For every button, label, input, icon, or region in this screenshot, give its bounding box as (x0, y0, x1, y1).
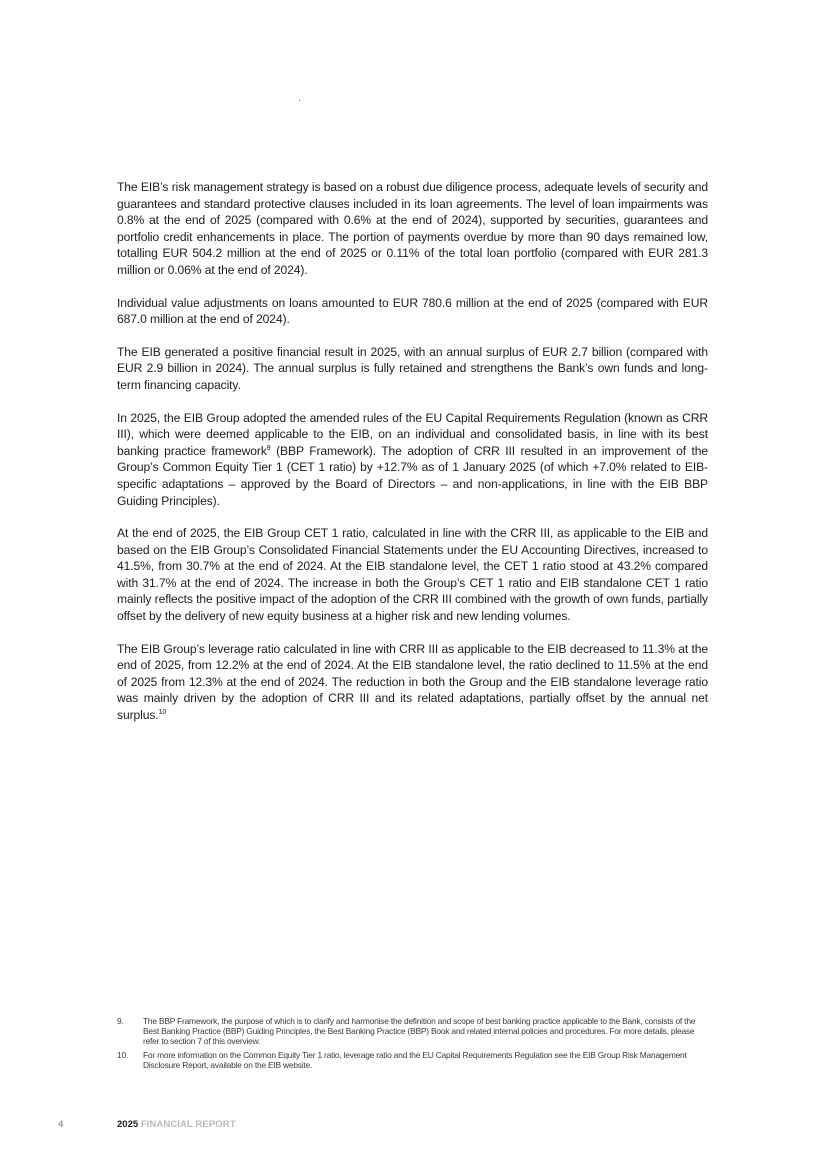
report-year: 2025 (117, 1119, 139, 1130)
footnote-text: For more information on the Common Equity Tier 1 ratio, leverage ratio and the EU Capital Requirements Regulation see the EIB Group Risk Management Disclosure Report, available on the EIB website. (143, 1050, 687, 1070)
paragraph-cet1-ratio: At the end of 2025, the EIB Group CET 1 ratio, calculated in line with the CRR III, as applicable to the EIB and based on the EIB Group’s Consolidated Financial Statements under the EU Accounting Directives, increased to 41.5%, from 30.7% at the end of 2024. At the EIB standalone level, the CET 1 ratio stood at 43.2% compared with 31.7% at the end of 2024. The increase in both the Group’s CET 1 ratio and EIB standalone CET 1 ratio mainly reflects the positive impact of the adoption of the CRR III combined with the growth of own funds, partially offset by the delivery of new equity business at a higher risk and new lending volumes. (117, 526, 708, 624)
footnote-ref-10[interactable]: 10 (158, 709, 167, 716)
paragraph-value-adjustments: Individual value adjustments on loans amounted to EUR 780.6 million at the end of 2025 (compared with EUR 687.0 million at the end of 2024). (117, 295, 708, 327)
stray-dot (299, 100, 300, 101)
footnote-10 (117, 1050, 708, 1070)
footnote-text: The BBP Framework, the purpose of which is to clarify and harmonise the definition and scope of best banking practice applicable to the Bank, consists of the Best Banking Practice (BBP) Guiding Principles, the Best Banking Practice (BBP) Book and related internal policies and procedures. For more details, please refer to section 7 of this overview. (143, 1016, 696, 1046)
footnote-number: 9. (117, 1016, 124, 1026)
paragraph-crr-adoption (117, 410, 708, 510)
report-name: FINANCIAL REPORT (140, 1119, 236, 1130)
paragraph-risk-strategy: The EIB’s risk management strategy is based on a robust due diligence process, adequate levels of security and guarantees and standard protective clauses included in its loan agreements. The level of loan impairments was 0.8% at the end of 2025 (compared with 0.6% at the end of 2024), supported by securities, guarantees and portfolio credit enhancements in place. The portion of payments overdue by more than 90 days remained low, totalling EUR 504.2 million at the end of 2025 or 0.11% of the total loan portfolio (compared with EUR 281.3 million or 0.06% at the end of 2024). (117, 180, 708, 277)
report-title (117, 1119, 236, 1130)
paragraph-leverage-text: The EIB Group’s leverage ratio calculated in line with CRR III as applicable to the EIB decreased to 11.3% at the end of 2025, from 12.2% at the end of 2024. At the EIB standalone level, the ratio declined to 11.5% at the end of 2025 from 12.3% at the end of 2024. The reduction in both the Group and the EIB standalone leverage ratio was mainly driven by the adoption of CRR III and its related adaptations, partially offset by the annual net surplus. (117, 641, 708, 723)
footnote-ref-9[interactable]: 9 (266, 444, 271, 452)
paragraph-crr-text-2: (BBP Framework). The adoption of CRR III resulted in an improvement of the Group’s Common Equity Tier 1 (CET 1 ratio) by +12.7% as of 1 January 2025 (of which +7.0% related to EIB-specific adaptations – approved by the Board of Directors – and non-applications, in line with the EIB BBP Guiding Principles). (117, 443, 708, 508)
page-footer (0, 1119, 825, 1133)
footnotes (117, 1016, 708, 1074)
footnote-9 (117, 1016, 708, 1046)
paragraph-leverage-ratio (117, 641, 708, 724)
footnote-number: 10. (117, 1050, 129, 1060)
paragraph-financial-result: The EIB generated a positive financial result in 2025, with an annual surplus of EUR 2.7 billion (compared with EUR 2.9 billion in 2024). The annual surplus is fully retained and strengthens the Bank’s own funds and long-term financing capacity. (117, 344, 708, 392)
paragraph-crr-text-1: In 2025, the EIB Group adopted the amended rules of the EU Capital Requirements Regulation (known as CRR III), which were deemed applicable to the EIB, on an individual and consolidated basis, in line with its best banking practice framework (117, 410, 708, 458)
main-content (117, 179, 708, 740)
page-number: 4 (58, 1119, 64, 1130)
